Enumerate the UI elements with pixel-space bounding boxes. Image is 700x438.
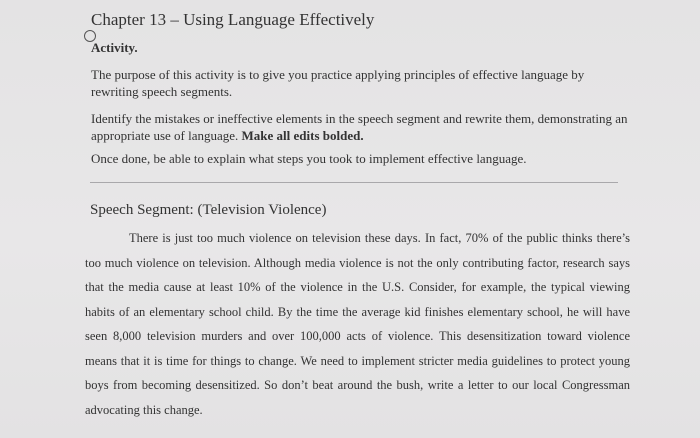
instruction-identify [91, 110, 631, 144]
section-divider [90, 182, 618, 183]
instruction-explain: Once done, be able to explain what steps you took to implement effective language. [91, 151, 527, 166]
instruction-bold-edits: Make all edits bolded. [241, 128, 364, 143]
instruction-purpose: The purpose of this activity is to give you practice applying principles of effective language by rewriting speech segments. [91, 67, 585, 99]
instruction-identify-text: Identify the mistakes or ineffective elements in the speech segment and rewrite them, demonstrating an appropriate use of language. [91, 111, 628, 143]
activity-label: Activity. [91, 40, 138, 55]
speech-segment-text: There is just too much violence on television these days. In fact, 70% of the public thinks there’s too much violence on television. Although media violence is not the only contributing factor, research says that the media cause at least 10% of the violence in the U.S. Consider, for example, the typical viewing habits of an elementary school child. By the time the average kid finishes elementary school, he will have seen 8,000 television murders and over 100,000 acts of violence. This desensitization toward violence means that it is time for things to change. We need to implement stricter media guidelines to protect young boys from becoming desensitized. So don’t beat around the bush, write a letter to our local Congressman advocating this change. [85, 231, 630, 417]
chapter-title: Chapter 13 – Using Language Effectively [91, 10, 375, 29]
speech-segment-heading: Speech Segment: (Television Violence) [90, 202, 327, 218]
